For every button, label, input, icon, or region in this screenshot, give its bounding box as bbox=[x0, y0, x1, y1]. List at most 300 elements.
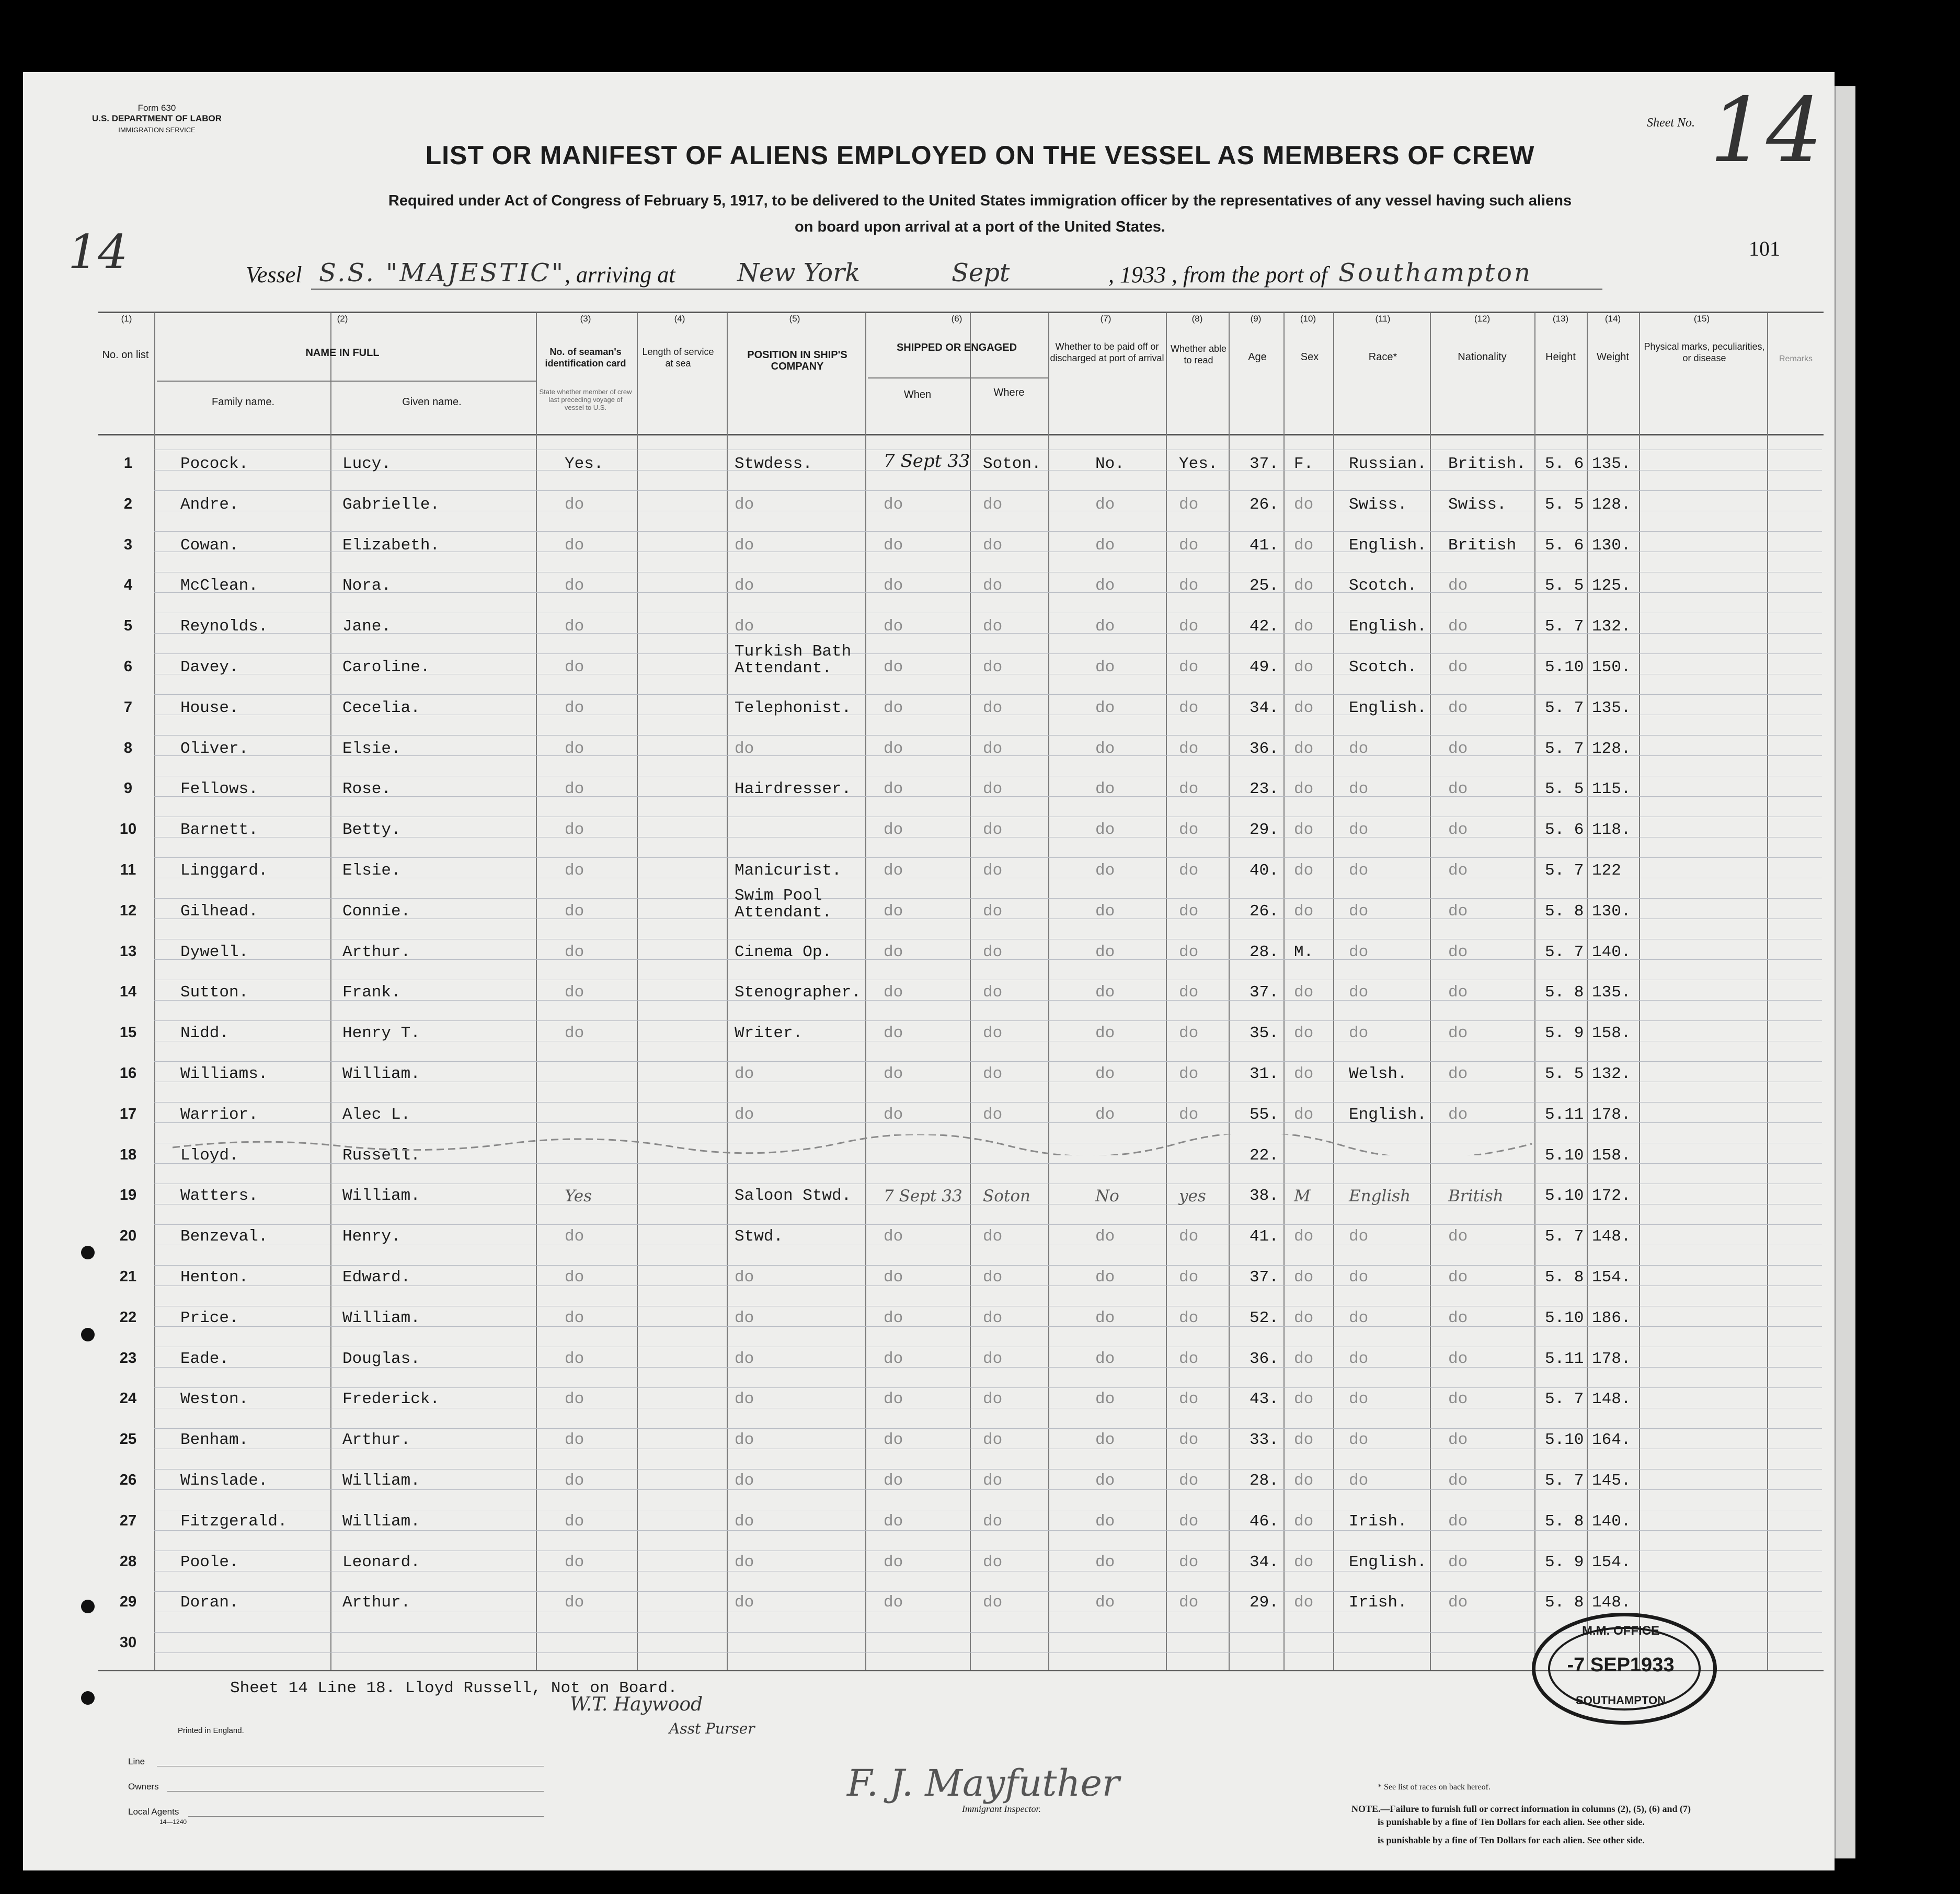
age-cell: 37. bbox=[1250, 455, 1279, 473]
shipped-where-cell: do bbox=[983, 1553, 1003, 1571]
column-number: (14) bbox=[1604, 314, 1621, 324]
paid-off-cell: do bbox=[1095, 658, 1115, 676]
given-name-cell: Elsie. bbox=[342, 739, 401, 758]
family-name-cell: Winslade. bbox=[180, 1472, 268, 1490]
able-read-cell: do bbox=[1179, 495, 1199, 514]
sheet-label: Sheet No. bbox=[1647, 116, 1695, 130]
position-cell: do bbox=[735, 495, 754, 514]
sex-cell: do bbox=[1294, 1472, 1314, 1490]
paid-off-cell: do bbox=[1095, 1431, 1115, 1450]
paid-off-cell: do bbox=[1095, 983, 1115, 1002]
sex-cell: do bbox=[1294, 1268, 1314, 1287]
ruled-line bbox=[154, 490, 1822, 491]
paid-off-cell: do bbox=[1095, 1268, 1115, 1287]
height-cell: 5. 7 bbox=[1545, 698, 1584, 717]
shipped-where-cell: Soton bbox=[983, 1187, 1030, 1206]
row-number: 19 bbox=[119, 1187, 137, 1204]
nationality-cell: do bbox=[1448, 862, 1468, 880]
purser-signature: W.T. Haywood bbox=[570, 1694, 703, 1715]
column-divider bbox=[1333, 313, 1334, 1670]
weight-cell: 135. bbox=[1592, 455, 1631, 473]
subtitle-line-2: on board upon arrival at a port of the United States. bbox=[795, 219, 1165, 235]
race-cell: do bbox=[1349, 821, 1369, 840]
shipped-where-cell: do bbox=[983, 1268, 1003, 1287]
paid-off-cell: No. bbox=[1095, 455, 1125, 473]
given-name-cell: Arthur. bbox=[342, 943, 411, 961]
office-date-stamp bbox=[1532, 1613, 1717, 1725]
nationality-cell: British bbox=[1448, 1187, 1504, 1206]
id-card-cell: do bbox=[565, 1431, 584, 1450]
column-divider bbox=[1534, 313, 1535, 1670]
sex-cell: do bbox=[1294, 1308, 1314, 1327]
sheet-number: 14 bbox=[1710, 79, 1823, 182]
paid-off-cell: do bbox=[1095, 1065, 1115, 1083]
page-edge bbox=[1835, 86, 1855, 1858]
inspector-title: Immigrant Inspector. bbox=[962, 1804, 1041, 1814]
sex-cell: do bbox=[1294, 821, 1314, 840]
column-divider bbox=[1048, 313, 1049, 1670]
position-cell bbox=[735, 644, 851, 677]
nationality-cell: do bbox=[1448, 739, 1468, 758]
race-cell: Irish. bbox=[1349, 1512, 1407, 1531]
weight-cell: 128. bbox=[1592, 495, 1631, 514]
race-cell: Scotch. bbox=[1349, 658, 1417, 676]
height-cell: 5. 8 bbox=[1545, 983, 1584, 1002]
able-read-cell: do bbox=[1179, 1431, 1199, 1450]
age-cell: 43. bbox=[1250, 1390, 1279, 1409]
able-read-cell: do bbox=[1179, 780, 1199, 799]
family-name-cell: Williams. bbox=[180, 1065, 268, 1083]
age-cell: 37. bbox=[1250, 983, 1279, 1002]
column-number: (13) bbox=[1552, 314, 1569, 324]
height-cell: 5. 5 bbox=[1545, 577, 1584, 595]
given-name-cell: Arthur. bbox=[342, 1593, 411, 1612]
race-cell: do bbox=[1349, 1390, 1369, 1409]
nationality-cell: do bbox=[1448, 577, 1468, 595]
stamp-bottom-text: SOUTHAMPTON bbox=[1576, 1694, 1666, 1707]
column-number: (4) bbox=[674, 314, 685, 324]
shipped-where-cell: do bbox=[983, 902, 1003, 921]
paid-off-cell: do bbox=[1095, 1593, 1115, 1612]
age-cell: 36. bbox=[1250, 1349, 1279, 1368]
height-cell: 5. 8 bbox=[1545, 1512, 1584, 1531]
header-bottom-rule bbox=[98, 434, 1824, 435]
weight-cell: 122 bbox=[1592, 862, 1621, 880]
given-name-cell: Rose. bbox=[342, 780, 392, 799]
family-name-cell: Reynolds. bbox=[180, 617, 268, 636]
column-divider bbox=[727, 313, 728, 1670]
ruled-line bbox=[154, 1428, 1822, 1429]
given-name-cell: William. bbox=[342, 1308, 420, 1327]
weight-cell: 135. bbox=[1592, 698, 1631, 717]
given-name-cell: Betty. bbox=[342, 821, 401, 840]
row-number: 9 bbox=[123, 780, 133, 797]
shipped-where-cell: do bbox=[983, 821, 1003, 840]
position-line: Swim Pool bbox=[735, 886, 822, 905]
nationality-cell: do bbox=[1448, 617, 1468, 636]
header-sex: Sex bbox=[1300, 351, 1319, 363]
shipped-when-cell: do bbox=[884, 983, 903, 1002]
column-divider bbox=[1639, 313, 1640, 1670]
header-height: Height bbox=[1545, 351, 1576, 363]
header-race: Race* bbox=[1368, 351, 1397, 363]
column-number: (12) bbox=[1474, 314, 1491, 324]
shipped-where-cell: do bbox=[983, 536, 1003, 555]
sex-cell: do bbox=[1294, 1431, 1314, 1450]
race-cell: English. bbox=[1349, 1105, 1427, 1124]
paid-off-cell: do bbox=[1095, 1024, 1115, 1043]
able-read-cell: do bbox=[1179, 1105, 1199, 1124]
shipped-where-cell: do bbox=[983, 780, 1003, 799]
family-name-cell: McClean. bbox=[180, 577, 258, 595]
nationality-cell: do bbox=[1448, 983, 1468, 1002]
nationality-cell: do bbox=[1448, 1390, 1468, 1409]
position-cell: do bbox=[735, 1308, 754, 1327]
id-card-cell: do bbox=[565, 1512, 584, 1531]
sex-cell: do bbox=[1294, 1105, 1314, 1124]
weight-cell: 186. bbox=[1592, 1308, 1631, 1327]
row-number: 1 bbox=[123, 455, 133, 472]
footer-note-line: Sheet 14 Line 18. Lloyd Russell, Not on Board. bbox=[230, 1679, 678, 1697]
shipped-when-cell: do bbox=[884, 780, 903, 799]
height-cell: 5.10 bbox=[1545, 1146, 1584, 1165]
weight-cell: 158. bbox=[1592, 1024, 1631, 1043]
able-read-cell: do bbox=[1179, 577, 1199, 595]
race-cell: English. bbox=[1349, 698, 1427, 717]
given-name-cell: Frederick. bbox=[342, 1390, 440, 1409]
race-cell: do bbox=[1349, 1024, 1369, 1043]
punch-hole bbox=[81, 1328, 95, 1341]
ruled-line bbox=[154, 1061, 1822, 1062]
printed-in: Printed in England. bbox=[178, 1726, 244, 1735]
sex-cell: do bbox=[1294, 1024, 1314, 1043]
age-cell: 25. bbox=[1250, 577, 1279, 595]
column-divider bbox=[1229, 313, 1230, 1670]
sex-cell: do bbox=[1294, 536, 1314, 555]
subtitle-line-1: Required under Act of Congress of February 5, 1917, to be delivered to the United States immigration officer by the representatives of any vessel having such aliens bbox=[388, 192, 1572, 209]
id-card-cell: do bbox=[565, 536, 584, 555]
paid-off-cell: do bbox=[1095, 577, 1115, 595]
header-family-name: Family name. bbox=[211, 396, 275, 408]
given-name-cell: William. bbox=[342, 1512, 420, 1531]
given-name-cell: Alec L. bbox=[342, 1105, 411, 1124]
margin-sheet-mark: 14 bbox=[68, 225, 128, 280]
shipped-when-cell: do bbox=[884, 1105, 903, 1124]
id-card-cell: do bbox=[565, 1593, 584, 1612]
able-read-cell: do bbox=[1179, 1553, 1199, 1571]
subheader-rule bbox=[868, 377, 1048, 378]
weight-cell: 128. bbox=[1592, 739, 1631, 758]
column-divider bbox=[865, 313, 866, 1670]
height-cell: 5. 8 bbox=[1545, 1593, 1584, 1612]
age-cell: 29. bbox=[1250, 1593, 1279, 1612]
row-number: 20 bbox=[119, 1227, 137, 1245]
header-nationality: Nationality bbox=[1458, 351, 1507, 363]
family-name-cell: Oliver. bbox=[180, 739, 249, 758]
sex-cell: do bbox=[1294, 1512, 1314, 1531]
id-card-cell: do bbox=[565, 902, 584, 921]
sex-cell: do bbox=[1294, 1390, 1314, 1409]
row-number: 16 bbox=[119, 1065, 137, 1082]
weight-cell: 130. bbox=[1592, 902, 1631, 921]
position-cell: do bbox=[735, 739, 754, 758]
id-card-cell: do bbox=[565, 495, 584, 514]
column-number: (15) bbox=[1693, 314, 1710, 324]
penalty-note-1: NOTE.—Failure to furnish full or correct information in columns (2), (5), (6) and (7) bbox=[1351, 1804, 1691, 1814]
nationality-cell: do bbox=[1448, 1472, 1468, 1490]
height-cell: 5. 7 bbox=[1545, 862, 1584, 880]
able-read-cell: yes bbox=[1179, 1187, 1206, 1206]
age-cell: 26. bbox=[1250, 495, 1279, 514]
able-read-cell: do bbox=[1179, 1390, 1199, 1409]
weight-cell: 140. bbox=[1592, 943, 1631, 961]
able-read-cell: do bbox=[1179, 739, 1199, 758]
paid-off-cell: do bbox=[1095, 902, 1115, 921]
height-cell: 5.11 bbox=[1545, 1105, 1584, 1124]
shipped-where-cell: do bbox=[983, 1512, 1003, 1531]
family-name-cell: Dywell. bbox=[180, 943, 249, 961]
form-code: 14—1240 bbox=[159, 1818, 187, 1826]
position-cell bbox=[735, 888, 832, 921]
shipped-where-cell: do bbox=[983, 1390, 1003, 1409]
sex-cell: do bbox=[1294, 862, 1314, 880]
position-line: Attendant. bbox=[735, 659, 832, 678]
row-number: 7 bbox=[123, 698, 133, 716]
age-cell: 35. bbox=[1250, 1024, 1279, 1043]
family-name-cell: Linggard. bbox=[180, 862, 268, 880]
shipped-when-cell: do bbox=[884, 658, 903, 676]
shipped-where-cell: do bbox=[983, 577, 1003, 595]
position-cell: do bbox=[735, 1431, 754, 1450]
ruled-line bbox=[154, 1102, 1822, 1103]
able-read-cell: do bbox=[1179, 1065, 1199, 1083]
given-name-cell: Henry T. bbox=[342, 1024, 420, 1043]
weight-cell: 148. bbox=[1592, 1390, 1631, 1409]
nationality-cell: do bbox=[1448, 1349, 1468, 1368]
shipped-where-cell: do bbox=[983, 698, 1003, 717]
row-number: 18 bbox=[119, 1146, 137, 1163]
height-cell: 5. 5 bbox=[1545, 780, 1584, 799]
shipped-when-cell: do bbox=[884, 1308, 903, 1327]
shipped-when-cell: do bbox=[884, 1512, 903, 1531]
height-cell: 5. 8 bbox=[1545, 1268, 1584, 1287]
family-name-cell: Poole. bbox=[180, 1553, 239, 1571]
race-cell: Irish. bbox=[1349, 1593, 1407, 1612]
row-number: 23 bbox=[119, 1349, 137, 1367]
row-number: 29 bbox=[119, 1593, 137, 1611]
id-card-cell: do bbox=[565, 1472, 584, 1490]
department-name: U.S. DEPARTMENT OF LABOR bbox=[91, 113, 222, 123]
weight-cell: 118. bbox=[1592, 821, 1631, 840]
race-cell: English. bbox=[1349, 617, 1427, 636]
age-cell: 36. bbox=[1250, 739, 1279, 758]
race-cell: Swiss. bbox=[1349, 495, 1407, 514]
height-cell: 5. 6 bbox=[1545, 455, 1584, 473]
height-cell: 5. 9 bbox=[1545, 1553, 1584, 1571]
given-name-cell: Henry. bbox=[342, 1227, 401, 1246]
id-card-cell: do bbox=[565, 1024, 584, 1043]
position-line: Turkish Bath bbox=[735, 642, 852, 661]
owners-label: Owners bbox=[128, 1782, 159, 1792]
penalty-note-3: is punishable by a fine of Ten Dollars for each alien. See other side. bbox=[1378, 1835, 1645, 1845]
able-read-cell: do bbox=[1179, 862, 1199, 880]
row-18-strike bbox=[173, 1134, 1542, 1155]
able-read-cell: do bbox=[1179, 943, 1199, 961]
paid-off-cell: do bbox=[1095, 780, 1115, 799]
id-card-cell: Yes. bbox=[565, 455, 604, 473]
nationality-cell: do bbox=[1448, 1512, 1468, 1531]
given-name-cell: Douglas. bbox=[342, 1349, 420, 1368]
shipped-where-cell: do bbox=[983, 862, 1003, 880]
age-cell: 55. bbox=[1250, 1105, 1279, 1124]
ruled-line bbox=[154, 1387, 1822, 1388]
race-cell: do bbox=[1349, 780, 1369, 799]
row-number: 25 bbox=[119, 1431, 137, 1448]
sex-cell: do bbox=[1294, 983, 1314, 1002]
row-number: 11 bbox=[120, 862, 136, 878]
able-read-cell: do bbox=[1179, 1593, 1199, 1612]
given-name-cell: Cecelia. bbox=[342, 698, 420, 717]
shipped-when-cell: do bbox=[884, 1553, 903, 1571]
age-cell: 22. bbox=[1250, 1146, 1279, 1165]
family-name-cell: Andre. bbox=[180, 495, 239, 514]
row-number: 30 bbox=[119, 1634, 137, 1651]
shipped-when-cell: do bbox=[884, 1268, 903, 1287]
sex-cell: do bbox=[1294, 1553, 1314, 1571]
paid-off-cell: do bbox=[1095, 943, 1115, 961]
paid-off-cell: do bbox=[1095, 536, 1115, 555]
weight-cell: 158. bbox=[1592, 1146, 1631, 1165]
family-name-cell: Fitzgerald. bbox=[180, 1512, 288, 1531]
column-number: (3) bbox=[580, 314, 591, 324]
sex-cell: F. bbox=[1294, 455, 1314, 473]
weight-cell: 148. bbox=[1592, 1593, 1631, 1612]
shipped-where-cell: do bbox=[983, 1431, 1003, 1450]
shipped-when-cell: do bbox=[884, 536, 903, 555]
race-cell: do bbox=[1349, 1431, 1369, 1450]
departure-port: Southampton bbox=[1338, 258, 1532, 288]
row-number: 15 bbox=[119, 1024, 137, 1041]
position-line: Attendant. bbox=[735, 903, 832, 922]
age-cell: 52. bbox=[1250, 1308, 1279, 1327]
weight-cell: 178. bbox=[1592, 1349, 1631, 1368]
able-read-cell: do bbox=[1179, 1349, 1199, 1368]
column-number: (7) bbox=[1100, 314, 1111, 324]
position-cell: do bbox=[735, 1390, 754, 1409]
header-no-on-list: No. on list bbox=[102, 349, 149, 361]
shipped-when-cell: do bbox=[884, 698, 903, 717]
race-cell: Russian. bbox=[1349, 455, 1427, 473]
sex-cell: do bbox=[1294, 902, 1314, 921]
paid-off-cell: do bbox=[1095, 1105, 1115, 1124]
shipped-when-cell: do bbox=[884, 1065, 903, 1083]
row-number: 8 bbox=[123, 739, 133, 756]
column-divider bbox=[637, 313, 638, 1670]
id-card-cell: do bbox=[565, 1308, 584, 1327]
paid-off-cell: do bbox=[1095, 1349, 1115, 1368]
height-cell: 5.10 bbox=[1545, 1308, 1584, 1327]
purser-title: Asst Purser bbox=[669, 1720, 755, 1737]
given-name-cell: Frank. bbox=[342, 983, 401, 1002]
nationality-cell: do bbox=[1448, 943, 1468, 961]
header-id-card: No. of seaman's identification card bbox=[545, 347, 626, 369]
row-number: 10 bbox=[119, 821, 137, 838]
id-card-cell: do bbox=[565, 1268, 584, 1287]
paid-off-cell: do bbox=[1095, 495, 1115, 514]
ruled-line bbox=[154, 898, 1822, 899]
paid-off-cell: do bbox=[1095, 739, 1115, 758]
column-divider bbox=[536, 313, 537, 1670]
family-name-cell: Eade. bbox=[180, 1349, 230, 1368]
header-remarks: Remarks bbox=[1779, 354, 1813, 363]
shipped-where-cell: do bbox=[983, 1593, 1003, 1612]
given-name-cell: Gabrielle. bbox=[342, 495, 440, 514]
header-able-read: Whether able to read bbox=[1170, 343, 1227, 365]
family-name-cell: Warrior. bbox=[180, 1105, 258, 1124]
position-cell: do bbox=[735, 617, 754, 636]
paid-off-cell: do bbox=[1095, 1308, 1115, 1327]
shipped-when-cell: do bbox=[884, 862, 903, 880]
header-weight: Weight bbox=[1597, 351, 1629, 363]
ruled-line bbox=[154, 857, 1822, 858]
shipped-when-cell: do bbox=[884, 1227, 903, 1246]
shipped-where-cell: do bbox=[983, 1105, 1003, 1124]
family-name-cell: Gilhead. bbox=[180, 902, 258, 921]
weight-cell: 150. bbox=[1592, 658, 1631, 676]
ruled-line bbox=[154, 1469, 1822, 1470]
position-cell: do bbox=[735, 1472, 754, 1490]
header-given-name: Given name. bbox=[402, 396, 462, 408]
shipped-where-cell: do bbox=[983, 943, 1003, 961]
shipped-when-cell: do bbox=[884, 1431, 903, 1450]
column-divider bbox=[1430, 313, 1431, 1670]
header-service-length: Length of service at sea bbox=[642, 347, 714, 369]
position-cell: Manicurist. bbox=[735, 862, 842, 880]
nationality-cell: do bbox=[1448, 1105, 1468, 1124]
header-physical-marks: Physical marks, peculiarities, or disease bbox=[1644, 341, 1765, 363]
position-cell: do bbox=[735, 577, 754, 595]
row-number: 12 bbox=[119, 902, 137, 919]
punch-hole bbox=[81, 1600, 95, 1613]
id-card-cell: do bbox=[565, 943, 584, 961]
family-name-cell: Lloyd. bbox=[180, 1146, 239, 1165]
sex-cell: M bbox=[1294, 1187, 1311, 1206]
race-cell: do bbox=[1349, 739, 1369, 758]
height-cell: 5. 7 bbox=[1545, 1227, 1584, 1246]
sex-cell: do bbox=[1294, 1227, 1314, 1246]
position-cell: do bbox=[735, 536, 754, 555]
height-cell: 5. 8 bbox=[1545, 902, 1584, 921]
shipped-when-cell: do bbox=[884, 739, 903, 758]
row-number: 24 bbox=[119, 1390, 137, 1407]
paid-off-cell: do bbox=[1095, 617, 1115, 636]
shipped-where-cell: do bbox=[983, 1065, 1003, 1083]
able-read-cell: do bbox=[1179, 902, 1199, 921]
sex-cell: do bbox=[1294, 617, 1314, 636]
row-number: 22 bbox=[119, 1308, 137, 1326]
age-cell: 37. bbox=[1250, 1268, 1279, 1287]
able-read-cell: do bbox=[1179, 1512, 1199, 1531]
weight-cell: 115. bbox=[1592, 780, 1631, 799]
row-number: 4 bbox=[123, 577, 133, 594]
nationality-cell: do bbox=[1448, 1065, 1468, 1083]
shipped-where-cell: do bbox=[983, 1308, 1003, 1327]
position-cell: do bbox=[735, 1512, 754, 1531]
race-cell: do bbox=[1349, 1349, 1369, 1368]
position-cell: do bbox=[735, 1065, 754, 1083]
race-cell: English. bbox=[1349, 1553, 1427, 1571]
service-name: IMMIGRATION SERVICE bbox=[118, 126, 196, 134]
